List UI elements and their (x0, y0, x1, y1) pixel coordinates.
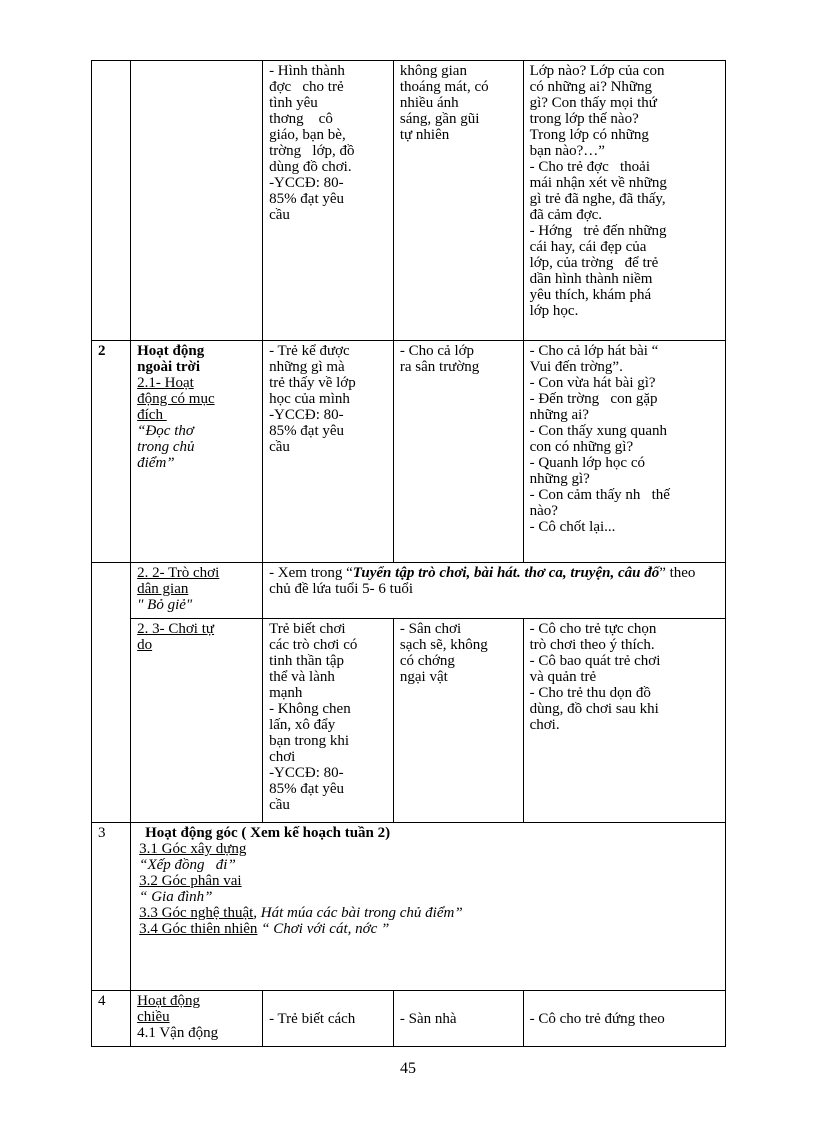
table-row (92, 61, 726, 341)
text-line: những gì mà (269, 359, 345, 375)
corner-activities-cell (131, 823, 726, 991)
text-line: 85% đạt yêu (269, 781, 345, 797)
text-line: tinh thần tập (269, 653, 345, 669)
activity-cell (131, 619, 263, 823)
text-line: 2. 2- Trò chơi (137, 565, 220, 581)
text-line: gì trẻ đã nghe, đã thấy, (529, 191, 666, 207)
text-line: trẻ thấy về lớp (269, 375, 356, 391)
text-line: những gì? (529, 471, 590, 487)
text-line: học của mình (269, 391, 350, 407)
method-cell (523, 341, 725, 563)
text-line: giáo, bạn bè, (269, 127, 346, 143)
text-line: sạch sẽ, không (399, 637, 488, 653)
text-line: dân gian (137, 581, 189, 597)
text-line: những ai? (529, 407, 589, 423)
preparation-cell (393, 341, 523, 563)
text-line: động có mục (137, 391, 215, 407)
reference-prefix: - Xem trong “ (269, 565, 353, 581)
text-line: Trẻ biết chơi (269, 621, 346, 637)
corner-title: Hoạt động góc ( Xem kế hoạch tuần 2) (145, 825, 391, 841)
text-line: 85% đạt yêu (269, 423, 345, 439)
objective-cell: - Trẻ biết cách (263, 991, 394, 1047)
activity-subtitle (137, 375, 256, 423)
corner-2-activity: “ Gia đình” (139, 889, 213, 905)
row-number: 2 (92, 341, 131, 563)
text-line: 2.1- Hoạt (137, 375, 194, 391)
preparation-cell (393, 61, 523, 341)
corner-3: 3.3 Góc nghệ thuật (139, 905, 254, 921)
text-line: đích (137, 407, 167, 423)
text-line: bạn nào?…” (529, 143, 605, 159)
text-line: thơng cô (269, 111, 333, 127)
reference-book: Tuyển tập trò chơi, bài hát. thơ ca, truyện, câu đố (352, 565, 660, 581)
activity-title (137, 343, 256, 375)
text-line: - Con vừa hát bài gì? (529, 375, 656, 391)
text-line: chơi. (529, 717, 560, 733)
text-line: yêu thích, khám phá (529, 287, 652, 303)
page-number: 45 (400, 1060, 416, 1077)
game-name: " Bỏ giẻ" (137, 597, 193, 613)
text-line: thể và lành (269, 669, 335, 685)
row-number: 4 (92, 991, 131, 1047)
text-line: ngại vật (399, 669, 448, 685)
text-line: 85% đạt yêu (269, 191, 345, 207)
text-line: trong lớp thế nào? (529, 111, 639, 127)
objective-cell (263, 341, 394, 563)
text-line: nào? (529, 503, 558, 519)
afternoon-title (137, 993, 256, 1025)
text-line: ngoài trời (137, 359, 201, 375)
text-line: -YCCĐ: 80- (269, 175, 344, 191)
text-line: tình yêu (269, 95, 318, 111)
text-line: cầu (269, 207, 290, 223)
text-line: - Cho trẻ thu dọn đồ (529, 685, 651, 701)
text-line: do (137, 637, 153, 653)
text-line: chiều (137, 1009, 170, 1025)
text-line: cái hay, cái đẹp của (529, 239, 647, 255)
text-line: không gian (399, 63, 467, 79)
text-line: Hoạt động (137, 993, 201, 1009)
game-label (137, 565, 256, 597)
activity-cell (131, 61, 263, 341)
text-line: dùng, đồ chơi sau khi (529, 701, 659, 717)
table-row (92, 341, 726, 563)
text-line: - Cho trẻ đợc thoải (529, 159, 650, 175)
text-line: Lớp nào? Lớp của con (529, 63, 665, 79)
text-line: Vui đến trờng”. (529, 359, 623, 375)
activity-cell (131, 563, 263, 619)
text-line: các trò chơi có (269, 637, 358, 653)
text-line: sáng, gần gũi (399, 111, 480, 127)
text-line: ra sân trường (399, 359, 480, 375)
lesson-plan-table (91, 60, 726, 1047)
corner-4: 3.4 Góc thiên nhiên (139, 921, 258, 937)
method-cell (523, 619, 725, 823)
corner-1-activity: “Xếp đồng đi” (139, 857, 236, 873)
text-line: “Đọc thơ (137, 423, 194, 439)
text-line: - Cô cho trẻ tực chọn (529, 621, 657, 637)
text-line: - Đến trờng con gặp (529, 391, 658, 407)
text-line: -YCCĐ: 80- (269, 407, 344, 423)
text-line: chơi (269, 749, 296, 765)
text-line: đợc cho trẻ (269, 79, 344, 95)
text-line: mạnh (269, 685, 303, 701)
activity-cell (131, 991, 263, 1047)
text-line: cầu (269, 797, 290, 813)
number-cell (92, 563, 131, 823)
text-line: - Cho cả lớp (399, 343, 475, 359)
free-play-label (137, 621, 256, 653)
preparation-cell (393, 619, 523, 823)
merged-reference-cell (263, 563, 726, 619)
method-cell (523, 61, 725, 341)
text-line: và quản trẻ (529, 669, 597, 685)
table-row (92, 991, 726, 1047)
text-line: có chớng (399, 653, 455, 669)
activity-cell (131, 341, 263, 563)
number-cell (92, 61, 131, 341)
text-line: - Hình thành (269, 63, 345, 79)
corner-2: 3.2 Góc phân vai (139, 873, 242, 889)
row-number: 3 (92, 823, 131, 991)
text-line: - Cho cả lớp hát bài “ (529, 343, 659, 359)
text-line: lấn, xô đẩy (269, 717, 336, 733)
afternoon-subtitle: 4.1 Vận động (137, 1025, 219, 1041)
objective-cell (263, 61, 394, 341)
text-line: trong chủ (137, 439, 195, 455)
table-row (92, 823, 726, 991)
text-line: thoáng mát, có (399, 79, 489, 95)
text-line: dần hình thành niềm (529, 271, 653, 287)
text-line: Trong lớp có những (529, 127, 649, 143)
table-row (92, 563, 726, 619)
text-line: - Con thấy xung quanh (529, 423, 668, 439)
text-line: 2. 3- Chơi tự (137, 621, 215, 637)
text-line: - Cô bao quát trẻ chơi (529, 653, 661, 669)
text-line: có những ai? Những (529, 79, 653, 95)
text-line: - Sân chơi (399, 621, 462, 637)
text-line: - Trẻ kể được (269, 343, 350, 359)
objective-cell (263, 619, 394, 823)
corner-3-activity: , Hát múa các bài trong chủ điểm” (253, 905, 463, 921)
text-line: nhiều ánh (399, 95, 459, 111)
text-line: con có những gì? (529, 439, 634, 455)
text-line: trờng lớp, đồ (269, 143, 355, 159)
text-line: - Không chen (269, 701, 351, 717)
text-line: gì? Con thấy mọi thứ (529, 95, 657, 111)
text-line: mái nhận xét về những (529, 175, 667, 191)
text-line: Hoạt động (137, 343, 205, 359)
text-line: điểm” (137, 455, 175, 471)
text-line: - Cô chốt lại... (529, 519, 616, 535)
text-line: - Hớng trẻ đến những (529, 223, 667, 239)
text-line: trò chơi theo ý thích. (529, 637, 655, 653)
reference-suffix: ” theo chủ đề lứa tuổi 5- 6 tuổi (269, 565, 696, 597)
text-line: đã cảm đợc. (529, 207, 603, 223)
table-row (92, 619, 726, 823)
text-line: bạn trong khi (269, 733, 350, 749)
text-line: tự nhiên (399, 127, 450, 143)
corner-1: 3.1 Góc xây dựng (139, 841, 247, 857)
text-line: lớp học. (529, 303, 579, 319)
text-line: cầu (269, 439, 290, 455)
preparation-cell: - Sàn nhà (393, 991, 523, 1047)
text-line: dùng đồ chơi. (269, 159, 352, 175)
text-line: - Quanh lớp học có (529, 455, 645, 471)
text-line: - Con cảm thấy nh thế (529, 487, 670, 503)
corner-4-activity: “ Chơi với cát, nớc ” (257, 921, 390, 937)
text-line: lớp, của trờng để trẻ (529, 255, 659, 271)
activity-subtitle-italic (137, 423, 256, 471)
method-cell: - Cô cho trẻ đứng theo (523, 991, 725, 1047)
text-line: -YCCĐ: 80- (269, 765, 344, 781)
